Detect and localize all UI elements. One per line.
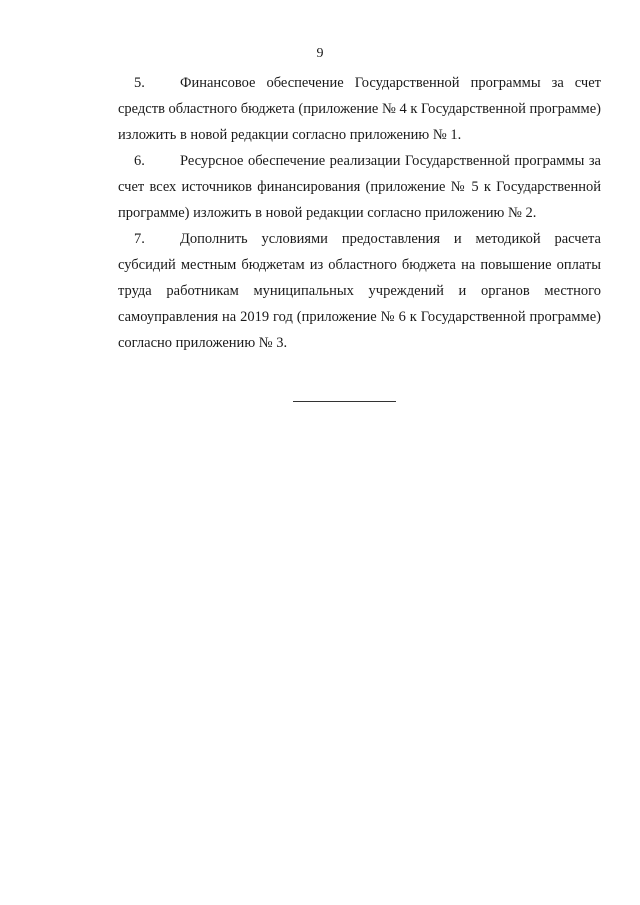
item-number: 7. [134,231,145,247]
item-text: Ресурсное обеспечение реализации Государственной программы за счет всех источников финансирования (приложение № 5 к Государственной программе) изложить в новой редакции согласно приложению № 2. [118,153,601,221]
list-item [118,70,601,148]
document-body [118,70,601,356]
item-number: 6. [134,153,145,169]
end-separator-line [293,401,396,402]
list-item [118,148,601,226]
item-text: Финансовое обеспечение Государственной программы за счет средств областного бюджета (приложение № 4 к Государственной программе) изложить в новой редакции согласно приложению № 1. [118,75,601,143]
list-item [118,226,601,356]
page-number: 9 [316,46,324,61]
item-text: Дополнить условиями предоставления и методикой расчета субсидий местным бюджетам из областного бюджета на повышение оплаты труда работникам муниципальных учреждений и органов местного самоуправления на 2019 год (приложение № 6 к Государственной программе) согласно приложению № 3. [118,231,601,351]
item-number: 5. [134,75,145,91]
